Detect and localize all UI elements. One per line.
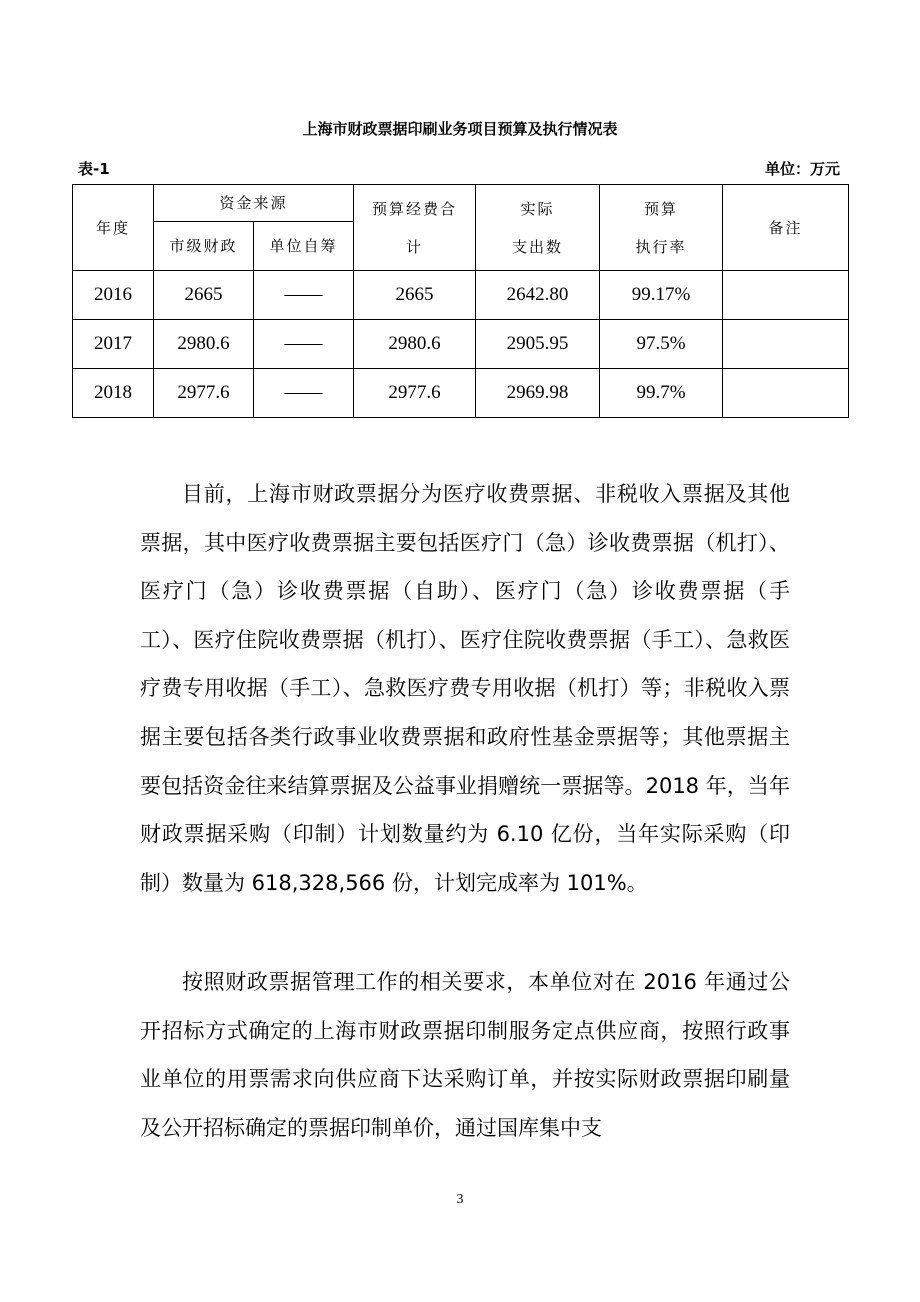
cell-self-raised: —— (254, 271, 354, 320)
cell-self-raised: —— (254, 369, 354, 418)
header-rate-line1: 预算 (644, 199, 679, 218)
table-row (73, 320, 849, 369)
cell-year: 2017 (73, 320, 154, 369)
header-rate (600, 185, 723, 271)
cell-municipal: 2977.6 (154, 369, 254, 418)
header-year: 年度 (73, 185, 154, 271)
header-budget-total-text: 预算经费合计 (372, 199, 458, 256)
cell-year: 2018 (73, 369, 154, 418)
table-row (73, 369, 849, 418)
cell-actual: 2905.95 (476, 320, 600, 369)
cell-rate: 97.5% (600, 320, 723, 369)
page-number: 3 (456, 1192, 464, 1207)
table-title: 上海市财政票据印刷业务项目预算及执行情况表 (302, 120, 618, 138)
cell-budget-total: 2977.6 (354, 369, 476, 418)
header-municipal: 市级财政 (154, 222, 254, 271)
cell-rate: 99.17% (600, 271, 723, 320)
table-label: 表-1 (78, 160, 110, 178)
header-actual (476, 185, 600, 271)
cell-municipal: 2665 (154, 271, 254, 320)
cell-municipal: 2980.6 (154, 320, 254, 369)
header-fund-source: 资金来源 (154, 185, 354, 222)
header-budget-total (354, 185, 476, 271)
body-paragraph-1: 目前，上海市财政票据分为医疗收费票据、非税收入票据及其他票据，其中医疗收费票据主要包括医疗门（急）诊收费票据（机打）、医疗门（急）诊收费票据（自助）、医疗门（急）诊收费票据（手工）、医疗住院收费票据（机打）、医疗住院收费票据（手工）、急救医疗费专用收据（手工）、急救医疗费专用收据（机打）等；非税收入票据主要包括各类行政事业收费票据和政府性基金票据等；其他票据主要包括资金往来结算票据及公益事业捐赠统一票据等。2018 年，当年财政票据采购（印制）计划数量约为 6.10 亿份，当年实际采购（印制）数量为 618,328,566 份，计划完成率为 101%。 (140, 482, 790, 895)
cell-self-raised: —— (254, 320, 354, 369)
header-remark: 备注 (723, 185, 849, 271)
body-paragraph-2: 按照财政票据管理工作的相关要求，本单位对在 2016 年通过公开招标方式确定的上海市财政票据印制服务定点供应商，按照行政事业单位的用票需求向供应商下达采购订单，并按实际财政票据印刷量及公开招标确定的票据印制单价，通过国库集中支 (140, 970, 790, 1140)
cell-remark (723, 369, 849, 418)
cell-actual: 2969.98 (476, 369, 600, 418)
budget-table (72, 184, 849, 418)
cell-remark (723, 271, 849, 320)
cell-actual: 2642.80 (476, 271, 600, 320)
header-rate-line2: 执行率 (635, 237, 687, 256)
header-actual-line1: 实际 (520, 199, 555, 218)
cell-rate: 99.7% (600, 369, 723, 418)
unit-label: 单位：万元 (764, 160, 840, 178)
header-self-raised: 单位自筹 (254, 222, 354, 271)
table-row (73, 271, 849, 320)
cell-budget-total: 2980.6 (354, 320, 476, 369)
cell-year: 2016 (73, 271, 154, 320)
cell-budget-total: 2665 (354, 271, 476, 320)
cell-remark (723, 320, 849, 369)
header-actual-line2: 支出数 (512, 237, 564, 256)
